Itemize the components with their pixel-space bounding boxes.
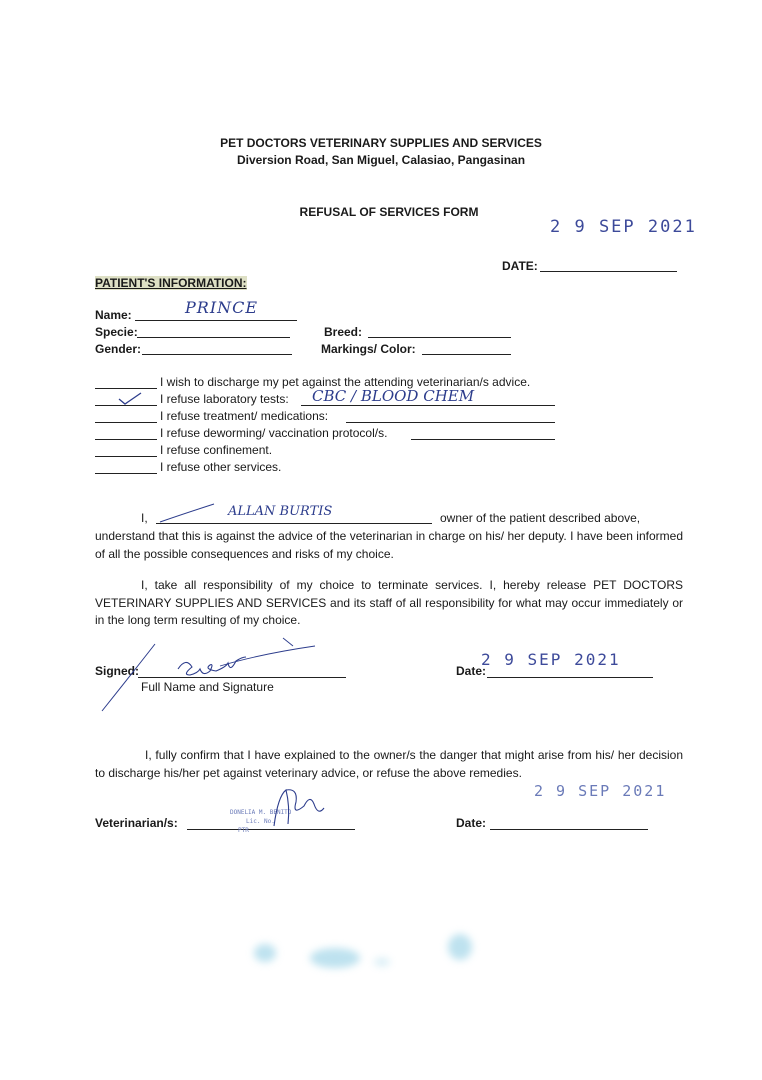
vet-stamp-ptr: PTR — [238, 827, 249, 834]
owner-signature — [100, 636, 320, 716]
patient-section-title-text: PATIENT'S INFORMATION: — [95, 276, 247, 290]
vet-date-stamp: 2 9 SEP 2021 — [534, 782, 667, 800]
owner-date-stamp: 2 9 SEP 2021 — [481, 650, 621, 669]
breed-field[interactable] — [368, 337, 511, 338]
top-date-label: DATE: — [502, 259, 538, 273]
owner-name-value: ALLAN BURTIS — [228, 504, 333, 519]
signed-label: Signed: — [95, 664, 139, 678]
vet-signature — [268, 786, 328, 830]
option-blank-discharge[interactable] — [95, 388, 157, 389]
owner-date-label: Date: — [456, 664, 487, 678]
option-blank-deworming[interactable] — [95, 439, 157, 440]
statement-body: understand that this is against the advice of the veterinarian in charge on his/ her deputy. I have been informed of all the possible consequences and risks of my choice. — [95, 529, 683, 561]
name-field[interactable] — [135, 320, 297, 321]
form-title: REFUSAL OF SERVICES FORM — [299, 205, 479, 219]
top-date-line[interactable] — [540, 271, 677, 272]
vet-stamp-name: DONELIA M. BENITO — [230, 809, 292, 816]
option-blank-other[interactable] — [95, 473, 157, 474]
option-blank-treatment[interactable] — [95, 422, 157, 423]
owner-name-stroke — [158, 502, 218, 524]
markings-label: Markings/ Color: — [321, 342, 416, 356]
lab-tests-detail-field[interactable] — [301, 405, 555, 406]
name-label: Name: — [95, 308, 132, 322]
patient-section-title — [95, 276, 247, 290]
veterinarian-label: Veterinarian/s: — [95, 816, 178, 830]
gender-label: Gender: — [95, 342, 142, 356]
specie-field[interactable] — [137, 337, 290, 338]
release-paragraph: I, take all responsibility of my choice to terminate services. I, hereby release PET DOCTORS VETERINARY SUPPLIES AND SERVICES and its staff of all responsibility for what may occur immediately or in the long term resulting of my choice. — [95, 578, 683, 627]
lab-tests-detail-value: CBC / BLOOD CHEM — [312, 387, 475, 405]
deworming-detail-field[interactable] — [411, 439, 555, 440]
signature-sublabel: Full Name and Signature — [141, 680, 274, 694]
breed-label: Breed: — [324, 325, 363, 339]
checkmark-icon — [118, 392, 142, 406]
name-value: PRINCE — [185, 298, 259, 317]
vet-date-label: Date: — [456, 816, 487, 830]
statement-prefix: I, — [141, 511, 148, 525]
option-text-confinement: I refuse confinement. — [160, 443, 273, 457]
option-text-lab-tests: I refuse laboratory tests: — [160, 392, 289, 406]
option-text-other: I refuse other services. — [160, 460, 282, 474]
top-date-stamp: 2 9 SEP 2021 — [550, 217, 697, 237]
option-text-discharge: I wish to discharge my pet against the attending veterinarian/s advice. — [160, 375, 531, 389]
confirmation-paragraph: I, fully confirm that I have explained to the owner/s the danger that might arise from his/ her decision to discharge his/her pet against veterinary advice, or refuse the above remedies. — [95, 748, 683, 780]
option-text-deworming: I refuse deworming/ vaccination protocol/s. — [160, 426, 388, 440]
specie-label: Specie: — [95, 325, 138, 339]
clinic-address: Diversion Road, San Miguel, Calasiao, Pangasinan — [236, 153, 526, 167]
option-text-treatment: I refuse treatment/ medications: — [160, 409, 329, 423]
option-blank-confinement[interactable] — [95, 456, 157, 457]
gender-field[interactable] — [142, 354, 292, 355]
vet-date-field[interactable] — [490, 829, 648, 830]
clinic-name: PET DOCTORS VETERINARY SUPPLIES AND SERVICES — [220, 136, 542, 150]
markings-field[interactable] — [422, 354, 511, 355]
vet-stamp-license: Lic. No. — [246, 818, 275, 825]
owner-date-field[interactable] — [487, 677, 653, 678]
treatment-detail-field[interactable] — [346, 422, 555, 423]
statement-line1-suffix: owner of the patient described above, — [440, 511, 641, 525]
